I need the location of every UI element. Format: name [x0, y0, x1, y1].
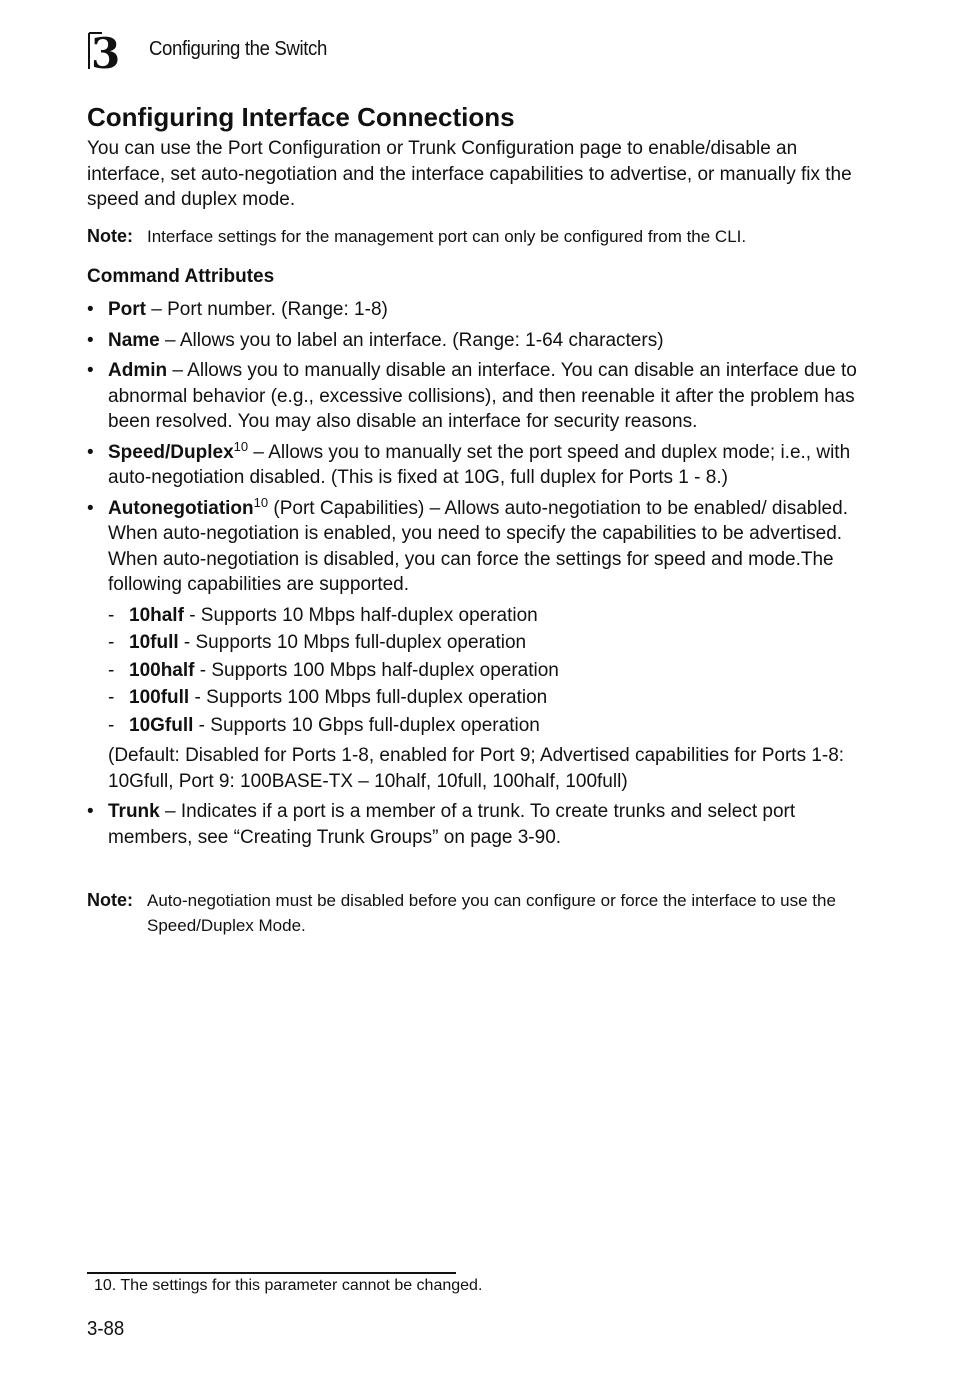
list-item [87, 799, 857, 850]
attribute-description: – Allows you to manually set the port speed and duplex mode; i.e., with auto-negotiation disabled. (This is fixed at 10G, full duplex for Ports 1 - 8.) [108, 441, 851, 488]
dash-icon: - [108, 604, 115, 626]
attribute-description: – Allows you to manually disable an interface. You can disable an interface due to abnormal behavior (e.g., excessive collisions), and then reenable it after the problem has been resolved. You may also disable an interface for security reasons. [108, 360, 857, 432]
chapter-number: 3 [91, 31, 121, 71]
capability-item [108, 657, 857, 685]
attribute-term: Admin [108, 360, 168, 381]
capability-description: - Supports 100 Mbps full-duplex operation [189, 687, 548, 708]
capability-name: 100full [129, 687, 190, 708]
page-number: 3-88 [87, 1318, 125, 1340]
dash-icon: - [108, 632, 115, 653]
note-management-port [87, 224, 746, 249]
section-title: Configuring Interface Connections [87, 102, 515, 132]
section-intro: You can use the Port Configuration or Trunk Configuration page to enable/disable an interface, set auto-negotiation and the interface capabilities to advertise, or manually fix the speed and duplex mode. [87, 138, 852, 210]
chapter-number-graphic [88, 31, 128, 71]
dash-icon: - [108, 687, 115, 708]
footnote: 10. The settings for this parameter cannot be changed. [94, 1277, 483, 1294]
attribute-description: – Port number. (Range: 1-8) [146, 299, 388, 320]
bullet-icon: • [87, 497, 94, 519]
footnote-divider [87, 1272, 456, 1274]
list-item [87, 328, 857, 354]
dash-icon: - [108, 714, 115, 736]
footnote-ref: 10 [233, 438, 249, 454]
capability-item [108, 602, 857, 630]
footnote-ref: 10 [253, 494, 269, 510]
capability-name: 100half [129, 659, 195, 681]
attribute-term: Trunk [108, 801, 160, 822]
list-item [87, 297, 857, 323]
attribute-term: Autonegotiation [108, 497, 254, 519]
bullet-icon: • [87, 441, 94, 463]
note-text: Interface settings for the management port can only be configured from the CLI. [147, 227, 747, 246]
dash-icon: - [108, 659, 115, 681]
bullet-icon: • [87, 801, 94, 822]
note-text: Auto-negotiation must be disabled before you can configure or force the interface to use the Speed/Duplex Mode. [147, 891, 836, 935]
capability-name: 10full [129, 632, 179, 653]
capability-name: 10Gfull [129, 714, 194, 736]
note-label: Note: [87, 890, 133, 910]
capability-list [108, 602, 857, 740]
capability-item [108, 629, 857, 657]
bullet-icon: • [87, 329, 94, 351]
list-item [87, 440, 857, 491]
capability-name: 10half [129, 604, 184, 626]
chapter-number-badge [88, 31, 128, 71]
capability-description: - Supports 100 Mbps half-duplex operation [194, 659, 559, 681]
attribute-term: Speed/Duplex [108, 441, 234, 463]
list-item [87, 358, 857, 435]
bullet-icon: • [87, 360, 94, 381]
capability-description: - Supports 10 Mbps half-duplex operation [183, 604, 538, 626]
running-title: Configuring the Switch [149, 38, 327, 60]
bullet-icon: • [87, 299, 94, 320]
command-attributes-heading: Command Attributes [87, 266, 275, 287]
capabilities-default: (Default: Disabled for Ports 1-8, enabled for Port 9; Advertised capabilities for Ports 1-8: 10Gfull, Port 9: 100BASE-TX – 10half, 10full, 100half, 100full) [108, 745, 845, 792]
list-item [87, 496, 857, 795]
capability-item [108, 712, 857, 740]
attribute-description: – Allows you to label an interface. (Range: 1-64 characters) [159, 329, 664, 351]
capability-item [108, 684, 857, 712]
note-label: Note: [87, 226, 133, 246]
capability-description: - Supports 10 Gbps full-duplex operation [193, 714, 540, 736]
note-auto-negotiation [87, 888, 847, 938]
capability-description: - Supports 10 Mbps full-duplex operation [178, 632, 527, 653]
attribute-list [87, 297, 857, 855]
attribute-description: (Port Capabilities) – Allows auto-negotiation to be enabled/ disabled. When auto-negotiation is enabled, you need to specify the capabilities to be advertised. When auto-negotiation is disabled, you can force the settings for speed and mode.The following capabilities are supported. [108, 497, 848, 595]
attribute-term: Name [108, 329, 160, 351]
attribute-term: Port [108, 299, 146, 320]
attribute-description: – Indicates if a port is a member of a trunk. To create trunks and select port members, see “Creating Trunk Groups” on page 3-90. [108, 801, 796, 848]
